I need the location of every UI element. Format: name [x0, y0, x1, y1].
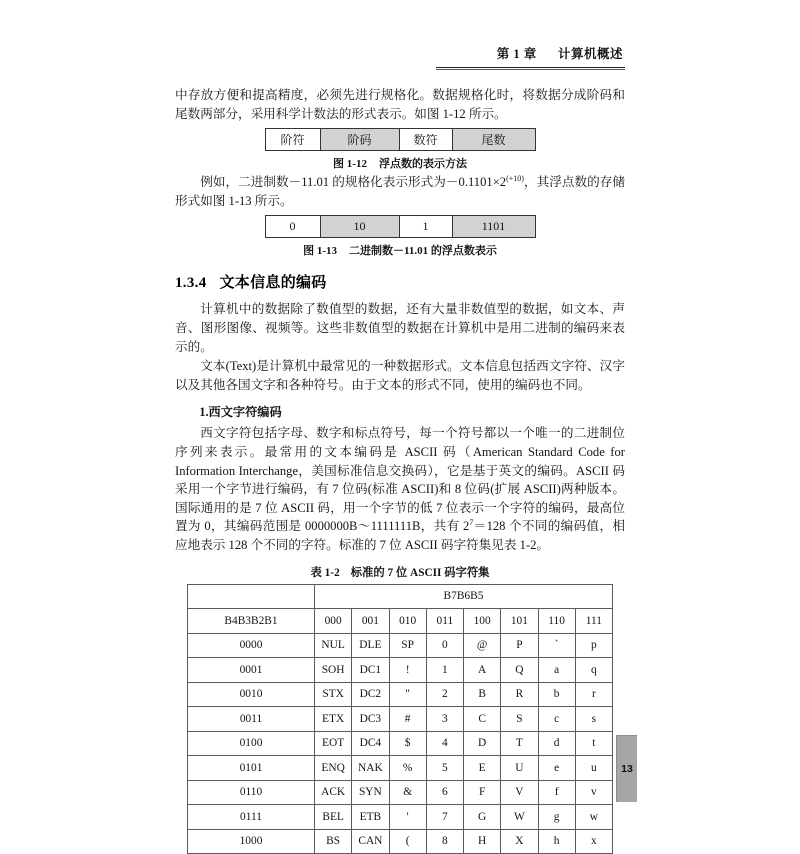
figure-1-12-caption	[175, 155, 625, 171]
ascii-cell-0-3: 0	[426, 633, 463, 658]
header-title: 计算机概述	[558, 47, 623, 61]
ascii-table-col-header-7: 111	[575, 609, 612, 634]
ascii-cell-1-0: SOH	[315, 658, 352, 683]
ascii-cell-0-1: DLE	[352, 633, 389, 658]
paragraph-example-exponent: (+10)	[506, 174, 524, 183]
ascii-row-label-5: 0101	[188, 756, 315, 781]
table-row	[188, 707, 613, 732]
figure-1-13	[175, 215, 625, 258]
paragraph-ascii-exponent: 7	[469, 518, 473, 527]
ascii-cell-0-4: @	[464, 633, 501, 658]
table-row	[188, 829, 613, 854]
ascii-table-col-header-1: 001	[352, 609, 389, 634]
ascii-cell-1-6: a	[538, 658, 575, 683]
figure-1-13-caption-text: 二进制数－11.01 的浮点数表示	[349, 245, 497, 257]
figure-1-12-cell-0: 阶符	[265, 129, 320, 151]
page-content	[175, 86, 625, 854]
paragraph-example-part2: ，其浮点数的存储形式如图 1-13 所示。	[175, 175, 625, 208]
ascii-cell-8-4: H	[464, 829, 501, 854]
ascii-cell-5-3: 5	[426, 756, 463, 781]
paragraph-normalization: 中存放方便和提高精度，必须先进行规格化。数据规格化时，将数据分成阶码和尾数两部分，采用科学计数法的形式表示。如图 1-12 所示。	[175, 86, 625, 123]
table-row	[188, 731, 613, 756]
ascii-cell-2-3: 2	[426, 682, 463, 707]
ascii-cell-4-2: $	[389, 731, 426, 756]
ascii-table-group-header: B7B6B5	[315, 584, 613, 609]
figure-1-13-caption	[175, 242, 625, 258]
ascii-row-label-0: 0000	[188, 633, 315, 658]
ascii-cell-7-6: g	[538, 805, 575, 830]
ascii-cell-5-1: NAK	[352, 756, 389, 781]
ascii-row-label-6: 0110	[188, 780, 315, 805]
ascii-cell-0-2: SP	[389, 633, 426, 658]
figure-1-12-caption-label: 图 1-12	[333, 158, 367, 170]
section-number: 1.3.4	[175, 275, 207, 291]
running-header	[175, 44, 625, 65]
ascii-cell-4-3: 4	[426, 731, 463, 756]
ascii-cell-2-0: STX	[315, 682, 352, 707]
figure-1-13-cell-1: 10	[320, 216, 399, 238]
ascii-table-row-label-header: B4B3B2B1	[188, 609, 315, 634]
subheading-western-encoding: 1.西文字符编码	[175, 403, 625, 420]
paragraph-example	[175, 173, 625, 210]
ascii-cell-6-5: V	[501, 780, 538, 805]
ascii-cell-5-5: U	[501, 756, 538, 781]
ascii-cell-3-3: 3	[426, 707, 463, 732]
ascii-cell-6-3: 6	[426, 780, 463, 805]
page-number: 13	[621, 763, 633, 775]
ascii-cell-5-6: e	[538, 756, 575, 781]
ascii-cell-8-0: BS	[315, 829, 352, 854]
paragraph-ascii-description	[175, 424, 625, 554]
ascii-table-column-header-row	[188, 609, 613, 634]
ascii-cell-6-2: &	[389, 780, 426, 805]
figure-1-13-cells	[265, 215, 536, 238]
paragraph-data-types: 计算机中的数据除了数值型的数据，还有大量非数值型的数据，如文本、声音、图形图像、视频等。这些非数值型的数据在计算机中是用二进制的编码来表示的。	[175, 300, 625, 356]
ascii-cell-4-0: EOT	[315, 731, 352, 756]
ascii-cell-8-5: X	[501, 829, 538, 854]
ascii-cell-5-0: ENQ	[315, 756, 352, 781]
paragraph-text-forms: 文本(Text)是计算机中最常见的一种数据形式。文本信息包括西文字符、汉字以及其他各国文字和各种符号。由于文本的形式不同，使用的编码也不同。	[175, 357, 625, 394]
ascii-table-corner-cell	[188, 584, 315, 609]
ascii-cell-1-4: A	[464, 658, 501, 683]
ascii-cell-4-5: T	[501, 731, 538, 756]
ascii-cell-7-2: '	[389, 805, 426, 830]
paragraph-ascii-part2: ＝128 个不同的编码值，相应地表示 128 个不同的字符。标准的 7 位 ASCII 码字符集见表 1-2。	[175, 519, 625, 552]
ascii-cell-6-4: F	[464, 780, 501, 805]
ascii-cell-1-1: DC1	[352, 658, 389, 683]
ascii-cell-4-4: D	[464, 731, 501, 756]
ascii-row-label-2: 0010	[188, 682, 315, 707]
ascii-table-body	[188, 584, 613, 854]
ascii-table-col-header-0: 000	[315, 609, 352, 634]
ascii-cell-3-4: C	[464, 707, 501, 732]
ascii-cell-6-7: v	[575, 780, 612, 805]
table-1-2-caption-label: 表 1-2	[311, 567, 340, 579]
ascii-cell-8-2: (	[389, 829, 426, 854]
figure-1-12-cell-2: 数符	[399, 129, 452, 151]
ascii-row-label-1: 0001	[188, 658, 315, 683]
ascii-cell-1-2: !	[389, 658, 426, 683]
table-row	[188, 658, 613, 683]
ascii-cell-2-7: r	[575, 682, 612, 707]
figure-1-12-cell-3: 尾数	[452, 129, 535, 151]
ascii-cell-3-6: c	[538, 707, 575, 732]
ascii-table-group-header-row	[188, 584, 613, 609]
ascii-cell-2-1: DC2	[352, 682, 389, 707]
table-row	[188, 756, 613, 781]
ascii-cell-8-3: 8	[426, 829, 463, 854]
figure-1-13-cell-3: 1101	[452, 216, 535, 238]
ascii-cell-2-2: "	[389, 682, 426, 707]
ascii-cell-7-0: BEL	[315, 805, 352, 830]
ascii-cell-6-0: ACK	[315, 780, 352, 805]
ascii-cell-7-3: 7	[426, 805, 463, 830]
ascii-cell-6-6: f	[538, 780, 575, 805]
table-row	[188, 805, 613, 830]
ascii-cell-8-1: CAN	[352, 829, 389, 854]
ascii-cell-0-0: NUL	[315, 633, 352, 658]
ascii-cell-7-7: w	[575, 805, 612, 830]
figure-1-12-cell-1: 阶码	[320, 129, 399, 151]
ascii-table	[187, 584, 613, 854]
figure-1-12	[175, 128, 625, 171]
figure-1-13-caption-label: 图 1-13	[303, 245, 337, 257]
ascii-cell-0-7: p	[575, 633, 612, 658]
ascii-cell-3-7: s	[575, 707, 612, 732]
table-row	[188, 780, 613, 805]
ascii-row-label-8: 1000	[188, 829, 315, 854]
ascii-cell-0-6: `	[538, 633, 575, 658]
ascii-table-col-header-4: 100	[464, 609, 501, 634]
ascii-cell-3-0: ETX	[315, 707, 352, 732]
ascii-cell-3-2: #	[389, 707, 426, 732]
ascii-cell-4-6: d	[538, 731, 575, 756]
table-row	[188, 633, 613, 658]
ascii-cell-7-5: W	[501, 805, 538, 830]
ascii-cell-7-4: G	[464, 805, 501, 830]
section-title: 文本信息的编码	[220, 275, 327, 291]
ascii-cell-3-5: S	[501, 707, 538, 732]
ascii-cell-8-6: h	[538, 829, 575, 854]
table-1-2-caption	[175, 564, 625, 580]
ascii-cell-5-7: u	[575, 756, 612, 781]
ascii-cell-1-7: q	[575, 658, 612, 683]
paragraph-example-part1: 例如，二进制数－11.01 的规格化表示形式为－0.1101×2	[200, 175, 506, 189]
header-chapter: 第 1 章	[497, 47, 537, 61]
header-rule-secondary	[436, 69, 625, 70]
ascii-row-label-7: 0111	[188, 805, 315, 830]
figure-1-13-cell-0: 0	[265, 216, 320, 238]
ascii-row-label-3: 0011	[188, 707, 315, 732]
ascii-cell-3-1: DC3	[352, 707, 389, 732]
ascii-row-label-4: 0100	[188, 731, 315, 756]
section-heading-1-3-4	[175, 271, 625, 292]
paragraph-ascii-part1: 西文字符包括字母、数字和标点符号，每一个符号都以一个唯一的二进制位序列来表示。最常用的文本编码是 ASCII 码（American Standard Code for Information Interchange，美国标准信息交换码），它是基于英文的编码。ASCII 码采用一个字节进行编码，有 7 位码(标准 ASCII)和 8 位码(扩展 ASCII)两种版本。国际通用的是 7 位 ASCII 码，用一个字节的低 7 位表示一个字符的编码，最高位置为 0，其编码范围是 0000000B～1111111B，共有 2	[175, 426, 625, 533]
ascii-cell-1-3: 1	[426, 658, 463, 683]
ascii-cell-2-5: R	[501, 682, 538, 707]
header-rule	[436, 67, 625, 68]
ascii-table-col-header-2: 010	[389, 609, 426, 634]
ascii-cell-4-7: t	[575, 731, 612, 756]
page-number-tab	[616, 735, 637, 802]
ascii-cell-7-1: ETB	[352, 805, 389, 830]
ascii-cell-5-4: E	[464, 756, 501, 781]
ascii-cell-5-2: %	[389, 756, 426, 781]
ascii-table-col-header-5: 101	[501, 609, 538, 634]
ascii-table-col-header-3: 011	[426, 609, 463, 634]
ascii-cell-1-5: Q	[501, 658, 538, 683]
ascii-cell-8-7: x	[575, 829, 612, 854]
figure-1-12-cells	[265, 128, 536, 151]
ascii-cell-6-1: SYN	[352, 780, 389, 805]
figure-1-12-caption-text: 浮点数的表示方法	[379, 158, 467, 170]
ascii-cell-0-5: P	[501, 633, 538, 658]
figure-1-13-cell-2: 1	[399, 216, 452, 238]
ascii-cell-4-1: DC4	[352, 731, 389, 756]
ascii-cell-2-4: B	[464, 682, 501, 707]
table-1-2-caption-text: 标准的 7 位 ASCII 码字符集	[351, 567, 490, 579]
ascii-table-col-header-6: 110	[538, 609, 575, 634]
ascii-cell-2-6: b	[538, 682, 575, 707]
table-row	[188, 682, 613, 707]
